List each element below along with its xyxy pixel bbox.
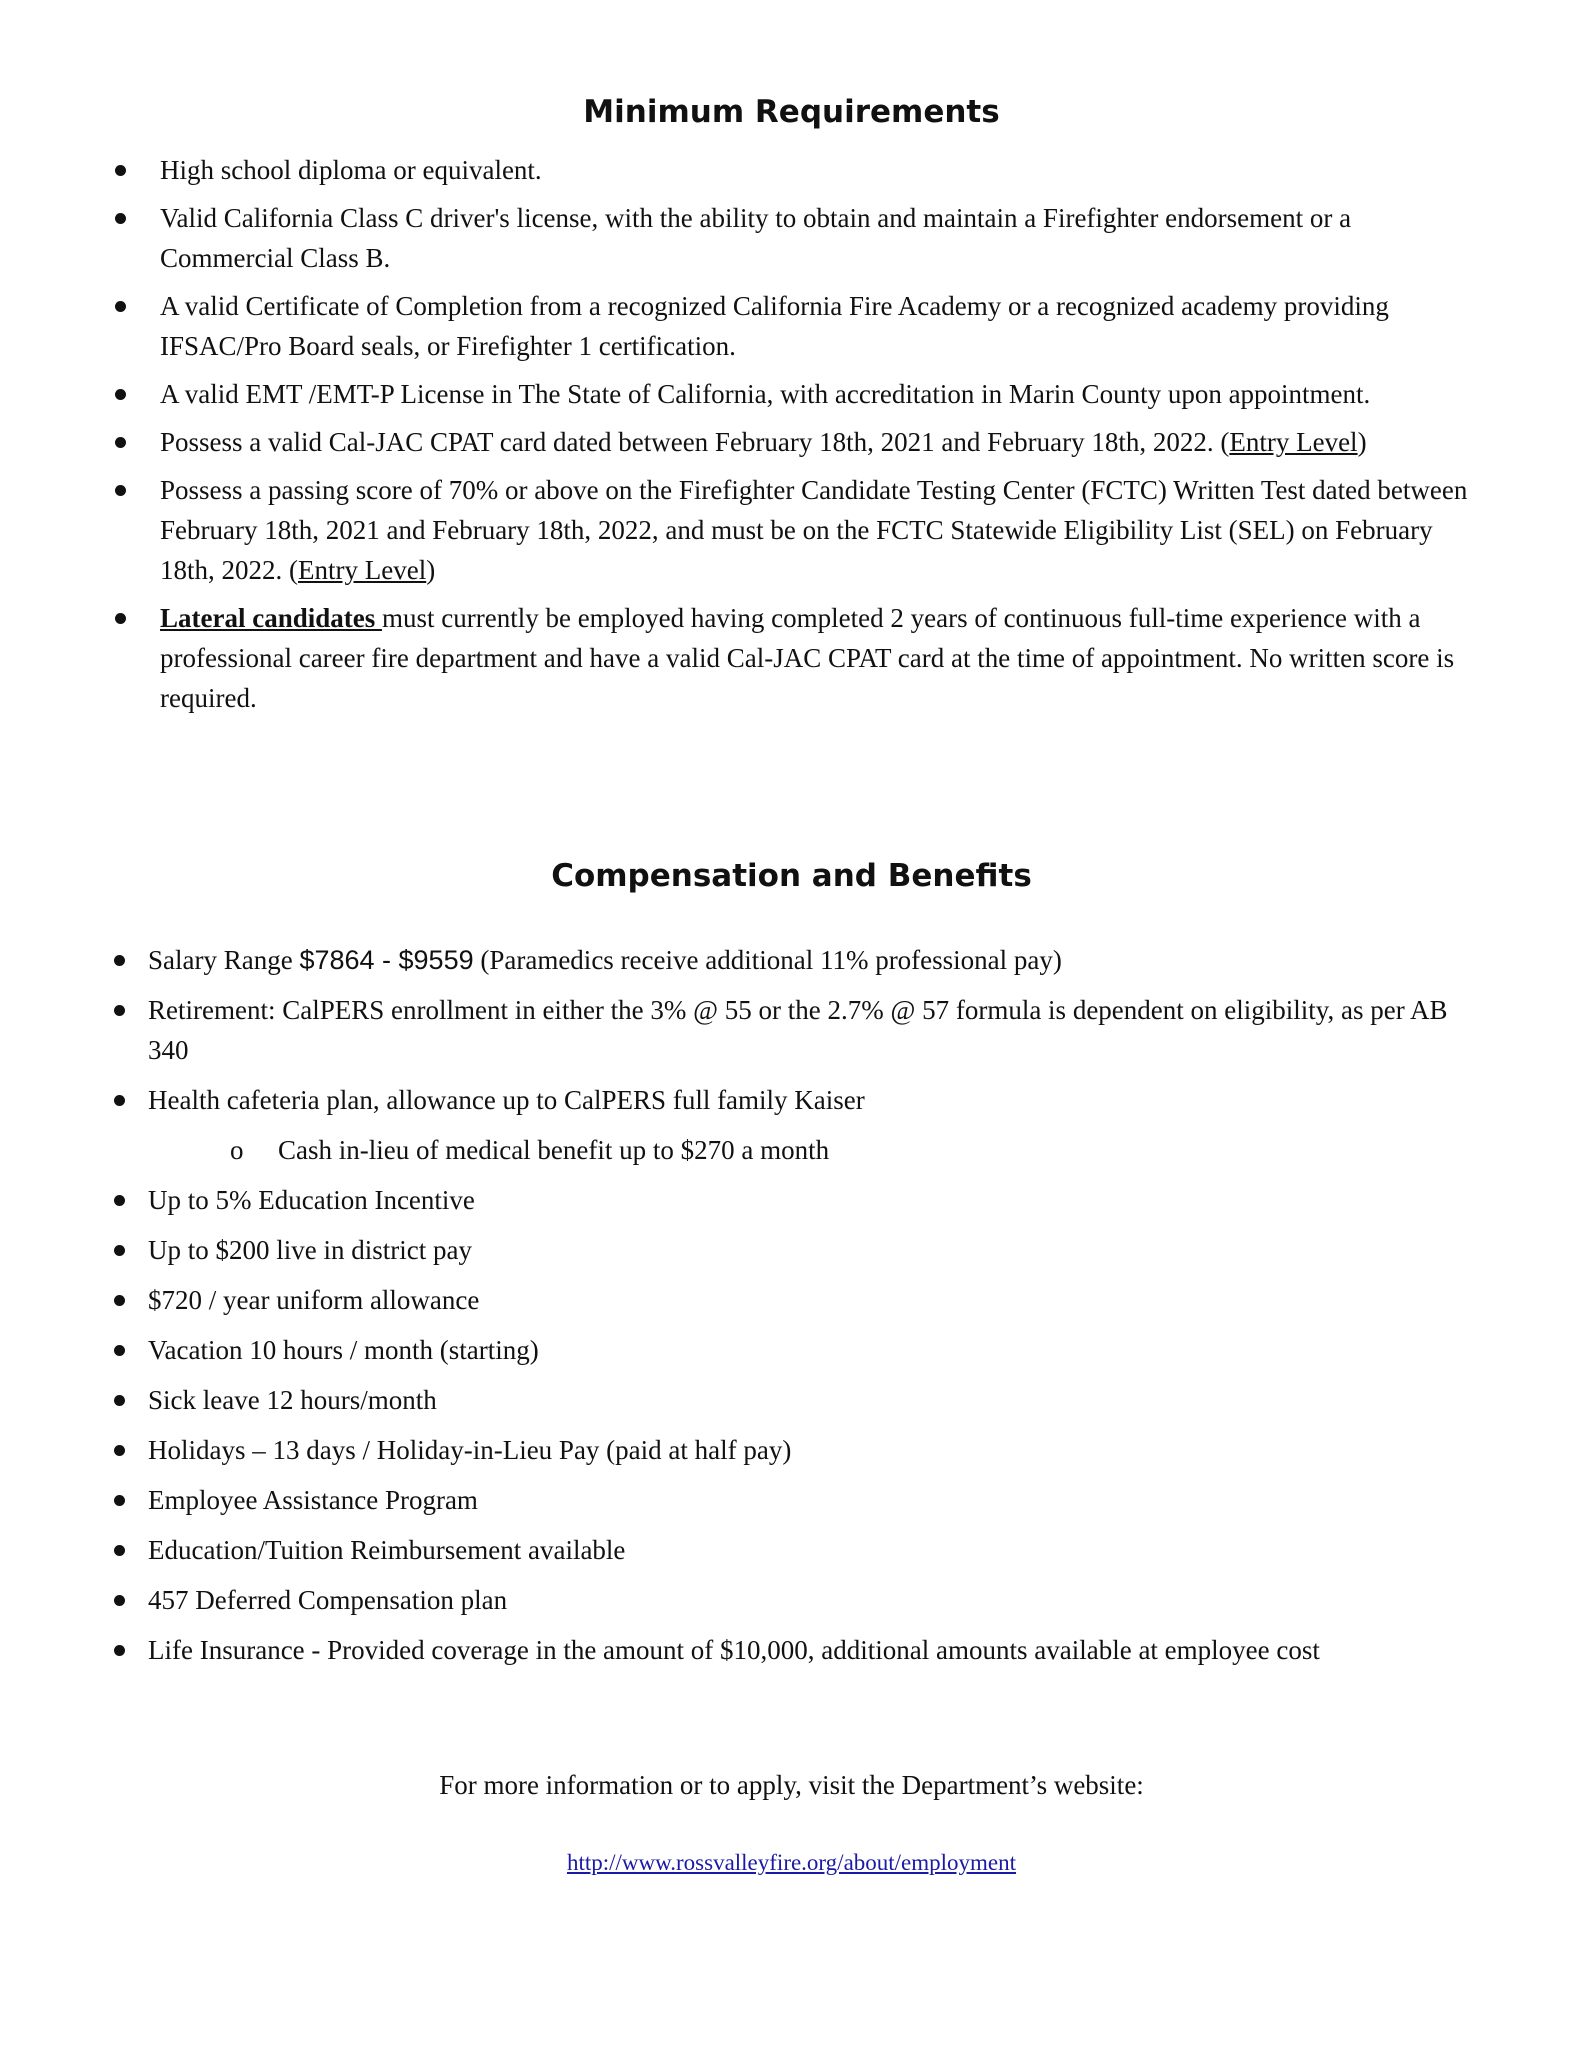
bullet-icon <box>114 1295 125 1306</box>
salary-range: $7864 - $9559 <box>299 945 474 975</box>
bullet-icon <box>115 485 126 496</box>
list-item: Possess a passing score of 70% or above on the Firefighter Candidate Testing Center (FCTC) Written Test dated between February 18th, 2021 and February 18th, 2022, and must be on the FCTC Statewide Eligibility List (SEL) on February 18th, 2022. (Entry Level) <box>160 470 1490 590</box>
list-item: Up to $200 live in district pay <box>148 1230 1488 1270</box>
list-item: Sick leave 12 hours/month <box>148 1380 1488 1420</box>
bullet-icon <box>115 165 126 176</box>
bullet-icon <box>114 1195 125 1206</box>
bullet-icon <box>115 389 126 400</box>
requirements-heading: Minimum Requirements <box>583 94 1000 130</box>
bullet-icon <box>114 1495 125 1506</box>
bullet-icon <box>114 1595 125 1606</box>
list-item: A valid Certificate of Completion from a recognized California Fire Academy or a recognized academy providing IFSAC/Pro Board seals, or Firefighter 1 certification. <box>160 286 1490 366</box>
list-item: Holidays – 13 days / Holiday-in-Lieu Pay (paid at half pay) <box>148 1430 1488 1470</box>
bullet-icon <box>114 1095 125 1106</box>
list-item: Up to 5% Education Incentive <box>148 1180 1488 1220</box>
bullet-icon <box>114 1445 125 1456</box>
compensation-list <box>148 940 1488 1680</box>
bullet-icon <box>114 1245 125 1256</box>
footer-text: For more information or to apply, visit the Department’s website: <box>439 1770 1144 1800</box>
bullet-icon <box>114 1005 125 1016</box>
bullet-icon <box>114 1545 125 1556</box>
list-item: Salary Range $7864 - $9559 (Paramedics receive additional 11% professional pay) <box>148 940 1488 980</box>
list-item: Employee Assistance Program <box>148 1480 1488 1520</box>
sub-list-item: o Cash in-lieu of medical benefit up to $270 a month <box>148 1130 1488 1170</box>
entry-level-note: Entry Level <box>1229 427 1358 457</box>
bullet-icon <box>114 1345 125 1356</box>
bullet-icon <box>115 437 126 448</box>
list-item: Health cafeteria plan, allowance up to CalPERS full family Kaiser <box>148 1080 1488 1120</box>
bullet-icon <box>114 955 125 966</box>
list-item: 457 Deferred Compensation plan <box>148 1580 1488 1620</box>
sub-bullet-marker: o <box>230 1135 244 1165</box>
bullet-icon <box>115 301 126 312</box>
list-item: Retirement: CalPERS enrollment in either the 3% @ 55 or the 2.7% @ 57 formula is dependent on eligibility, as per AB 340 <box>148 990 1488 1070</box>
bullet-icon <box>114 1645 125 1656</box>
requirements-list <box>160 150 1490 726</box>
list-item: Lateral candidates must currently be employed having completed 2 years of continuous full-time experience with a professional career fire department and have a valid Cal-JAC CPAT card at the time of appointment. No written score is required. <box>160 598 1490 718</box>
list-item: Education/Tuition Reimbursement available <box>148 1530 1488 1570</box>
compensation-heading: Compensation and Benefits <box>551 858 1032 894</box>
lateral-label: Lateral candidates <box>160 603 382 633</box>
bullet-icon <box>115 213 126 224</box>
list-item: A valid EMT /EMT-P License in The State of California, with accreditation in Marin County upon appointment. <box>160 374 1490 414</box>
entry-level-note: Entry Level <box>298 555 427 585</box>
list-item: Valid California Class C driver's license, with the ability to obtain and maintain a Firefighter endorsement or a Commercial Class B. <box>160 198 1490 278</box>
list-item: Life Insurance - Provided coverage in the amount of $10,000, additional amounts available at employee cost <box>148 1630 1488 1670</box>
bullet-icon <box>115 613 126 624</box>
list-item: Possess a valid Cal-JAC CPAT card dated between February 18th, 2021 and February 18th, 2022. (Entry Level) <box>160 422 1490 462</box>
list-item: $720 / year uniform allowance <box>148 1280 1488 1320</box>
employment-link[interactable]: http://www.rossvalleyfire.org/about/employment <box>566 1850 1017 1875</box>
list-item: High school diploma or equivalent. <box>160 150 1490 190</box>
footer-link-container <box>0 1850 1583 1876</box>
list-item: Vacation 10 hours / month (starting) <box>148 1330 1488 1370</box>
bullet-icon <box>114 1395 125 1406</box>
